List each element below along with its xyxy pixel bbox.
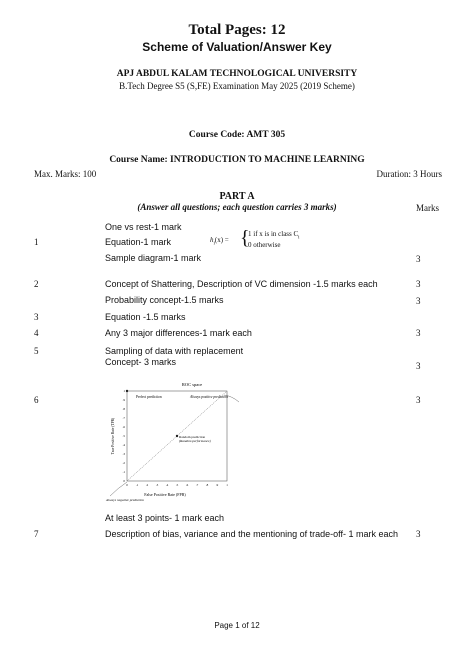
q2-marks: 3 [416,279,421,289]
roc-x-tick-label: .6 [185,483,189,487]
q6-marks: 3 [416,395,421,405]
roc-annot-perfect: Perfect prediction [136,395,162,399]
scheme-title: Scheme of Valuation/Answer Key [142,40,332,54]
roc-x-tick-label: 0 [126,483,128,487]
q3-number: 3 [34,312,39,322]
roc-x-tick-label: .3 [155,483,159,487]
roc-y-tick-label: .5 [122,434,125,438]
max-marks: Max. Marks: 100 [34,169,97,179]
roc-annot-always-negative: Always negative prediction [106,498,144,502]
eq-case2: 0 otherwise [248,241,281,249]
q1-line1: One vs rest-1 mark [105,222,182,232]
q7-number: 7 [34,529,39,539]
roc-y-tick-label: .6 [122,425,125,429]
roc-y-tick-label: .2 [122,461,125,465]
part-a-instruction: (Answer all questions; each question carries 3 marks) [137,202,337,212]
q5-line1: Sampling of data with replacement [105,346,244,356]
roc-x-tick-label: .9 [215,483,219,487]
total-pages: Total Pages: 12 [188,22,286,38]
marks-header: Marks [416,203,439,213]
part-a-title: PART A [219,191,255,202]
q6-number: 6 [34,395,39,405]
roc-ylabel: True Positive Rate (TPR) [111,417,115,455]
roc-x-tick-label: .7 [195,483,199,487]
q5-line2: Concept- 3 marks [105,357,177,367]
q1-line2: Equation-1 mark [105,237,172,247]
q4-marks: 3 [416,328,421,338]
roc-x-tick-label: .4 [165,483,169,487]
q6-after: At least 3 points- 1 mark each [105,513,225,523]
roc-y-tick-label: .3 [122,452,125,456]
q1-marks: 3 [416,254,421,264]
eq-lhs: h [210,236,214,244]
q2-number: 2 [34,279,39,289]
roc-y-tick-label: .8 [122,407,125,411]
q1-number: 1 [34,237,39,247]
roc-y-tick-label: .7 [122,416,125,420]
roc-x-tick-label: .5 [175,483,179,487]
q4-number: 4 [34,328,39,338]
roc-xlabel: False Positive Rate (FPR) [144,492,186,497]
roc-x-tick-label: 1 [226,483,228,487]
roc-x-tick-label: .2 [145,483,149,487]
q7-marks: 3 [416,529,421,539]
q1-line3: Sample diagram-1 mark [105,253,202,263]
roc-y-tick-label: .4 [122,443,125,447]
q2-text: Concept of Shattering, Description of VC dimension -1.5 marks each [105,279,378,289]
roc-y-tick-label: .9 [122,398,125,402]
roc-annot-random-sub: (Random performance) [179,439,211,443]
roc-annot-random: Random prediction [179,435,206,439]
eq-brace: { [240,227,250,249]
roc-y-tick-label: .1 [122,470,125,474]
duration: Duration: 3 Hours [376,169,442,179]
roc-x-ticks [126,483,228,487]
q5-number: 5 [34,346,39,356]
course-name: Course Name: INTRODUCTION TO MACHINE LEARNING [109,155,365,165]
eq-sub: i [213,241,215,247]
roc-annot-always-positive: Always positive prediction [190,395,228,399]
eq-arg: (x) = [214,236,229,244]
eq-case1: 1 if x is in class C [248,230,299,238]
exam-title: B.Tech Degree S5 (S,FE) Examination May 2025 (2019 Scheme) [119,81,355,91]
q3-line1: Probability concept-1.5 marks [105,295,224,305]
q3-marks: 3 [416,296,421,306]
eq-case1-sub: i [298,235,300,241]
page-footer: Page 1 of 12 [214,621,260,630]
course-code: Course Code: AMT 305 [188,130,286,140]
roc-y-ticks [123,389,126,483]
roc-point-perfect [126,390,128,392]
roc-title: ROC space [181,382,203,387]
q3-line2: Equation -1.5 marks [105,312,186,322]
university-name: APJ ABDUL KALAM TECHNOLOGICAL UNIVERSITY [116,69,358,79]
roc-x-tick-label: .8 [205,483,209,487]
q5-marks: 3 [416,361,421,371]
roc-chart [104,378,264,503]
roc-point-random [176,435,178,437]
q4-text: Any 3 major differences-1 mark each [105,328,252,338]
roc-arrow-negative [110,482,127,496]
roc-y-tick-label: 0 [123,479,125,483]
roc-x-tick-label: .1 [135,483,139,487]
q7-text: Description of bias, variance and the mentioning of trade-off- 1 mark each [105,529,398,539]
eq-case1-wrap [248,230,300,240]
roc-y-tick-label: 1 [123,389,125,393]
